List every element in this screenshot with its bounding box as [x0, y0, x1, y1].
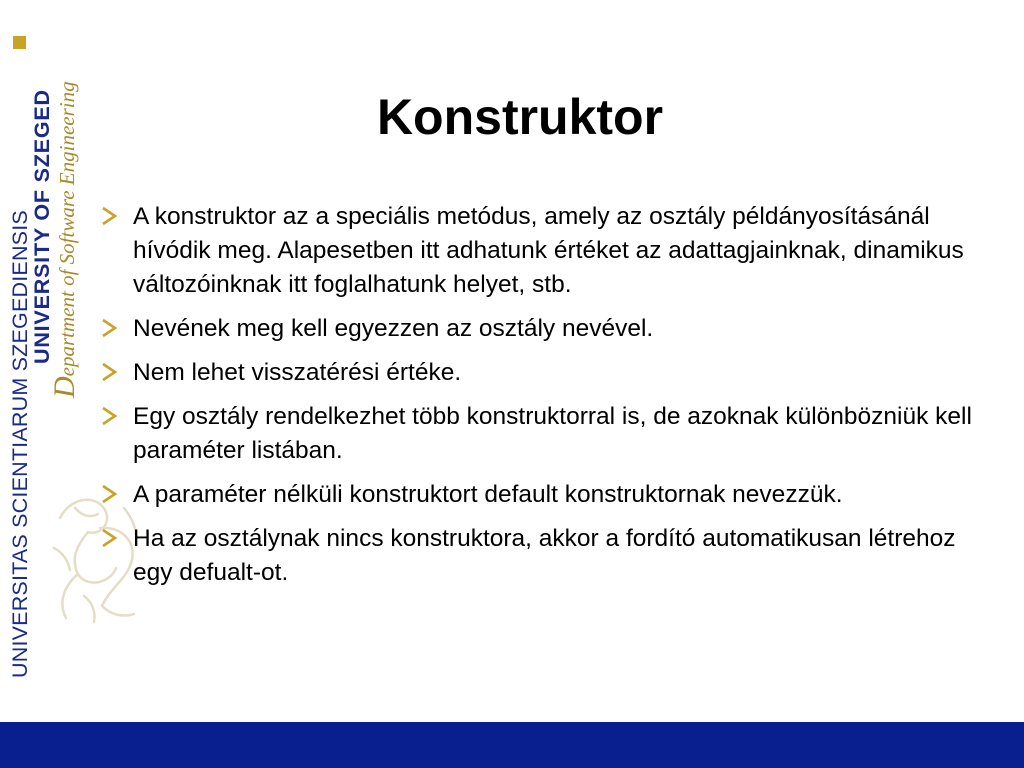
list-item	[98, 478, 998, 512]
footer-bar	[0, 722, 1024, 768]
list-item	[98, 312, 998, 346]
department-name	[48, 81, 82, 398]
list-item	[98, 522, 998, 590]
list-item	[98, 356, 998, 390]
bullet-text: A konstruktor az a speciális metódus, amely az osztály példányosításánál hívódik meg. Alapesetben itt adhatunk értéket az adattagjainknak, dinamikus változóinknak itt foglalhatunk helyet, stb.	[133, 203, 964, 298]
list-item	[98, 200, 998, 302]
latin-university-name: UNIVERSITAS SCIENTIARUM SZEGEDIENSIS	[8, 210, 32, 678]
bullet-text: A paraméter nélküli konstruktort default konstruktornak nevezzük.	[133, 481, 843, 508]
list-item	[98, 400, 998, 468]
arrow-bullet-icon	[100, 205, 118, 227]
bullet-list	[98, 200, 998, 600]
arrow-bullet-icon	[100, 405, 118, 427]
department-initial: D	[48, 376, 81, 398]
university-name: UNIVERSITY OF SZEGED	[30, 89, 54, 364]
corner-square-icon	[13, 36, 26, 49]
arrow-bullet-icon	[100, 483, 118, 505]
bullet-text: Nevének meg kell egyezzen az osztály nevével.	[133, 315, 654, 342]
department-rest: epartment of Software Engineering	[55, 81, 79, 377]
bullet-text: Nem lehet visszatérési értéke.	[133, 359, 462, 386]
arrow-bullet-icon	[100, 361, 118, 383]
bullet-text: Egy osztály rendelkezhet több konstruktorral is, de azoknak különbözniük kell paraméter listában.	[133, 403, 972, 464]
slide-title: Konstruktor	[376, 89, 664, 145]
bullet-text: Ha az osztálynak nincs konstruktora, akkor a fordító automatikusan létrehoz egy defualt-ot.	[133, 525, 956, 586]
arrow-bullet-icon	[100, 317, 118, 339]
arrow-bullet-icon	[100, 527, 118, 549]
